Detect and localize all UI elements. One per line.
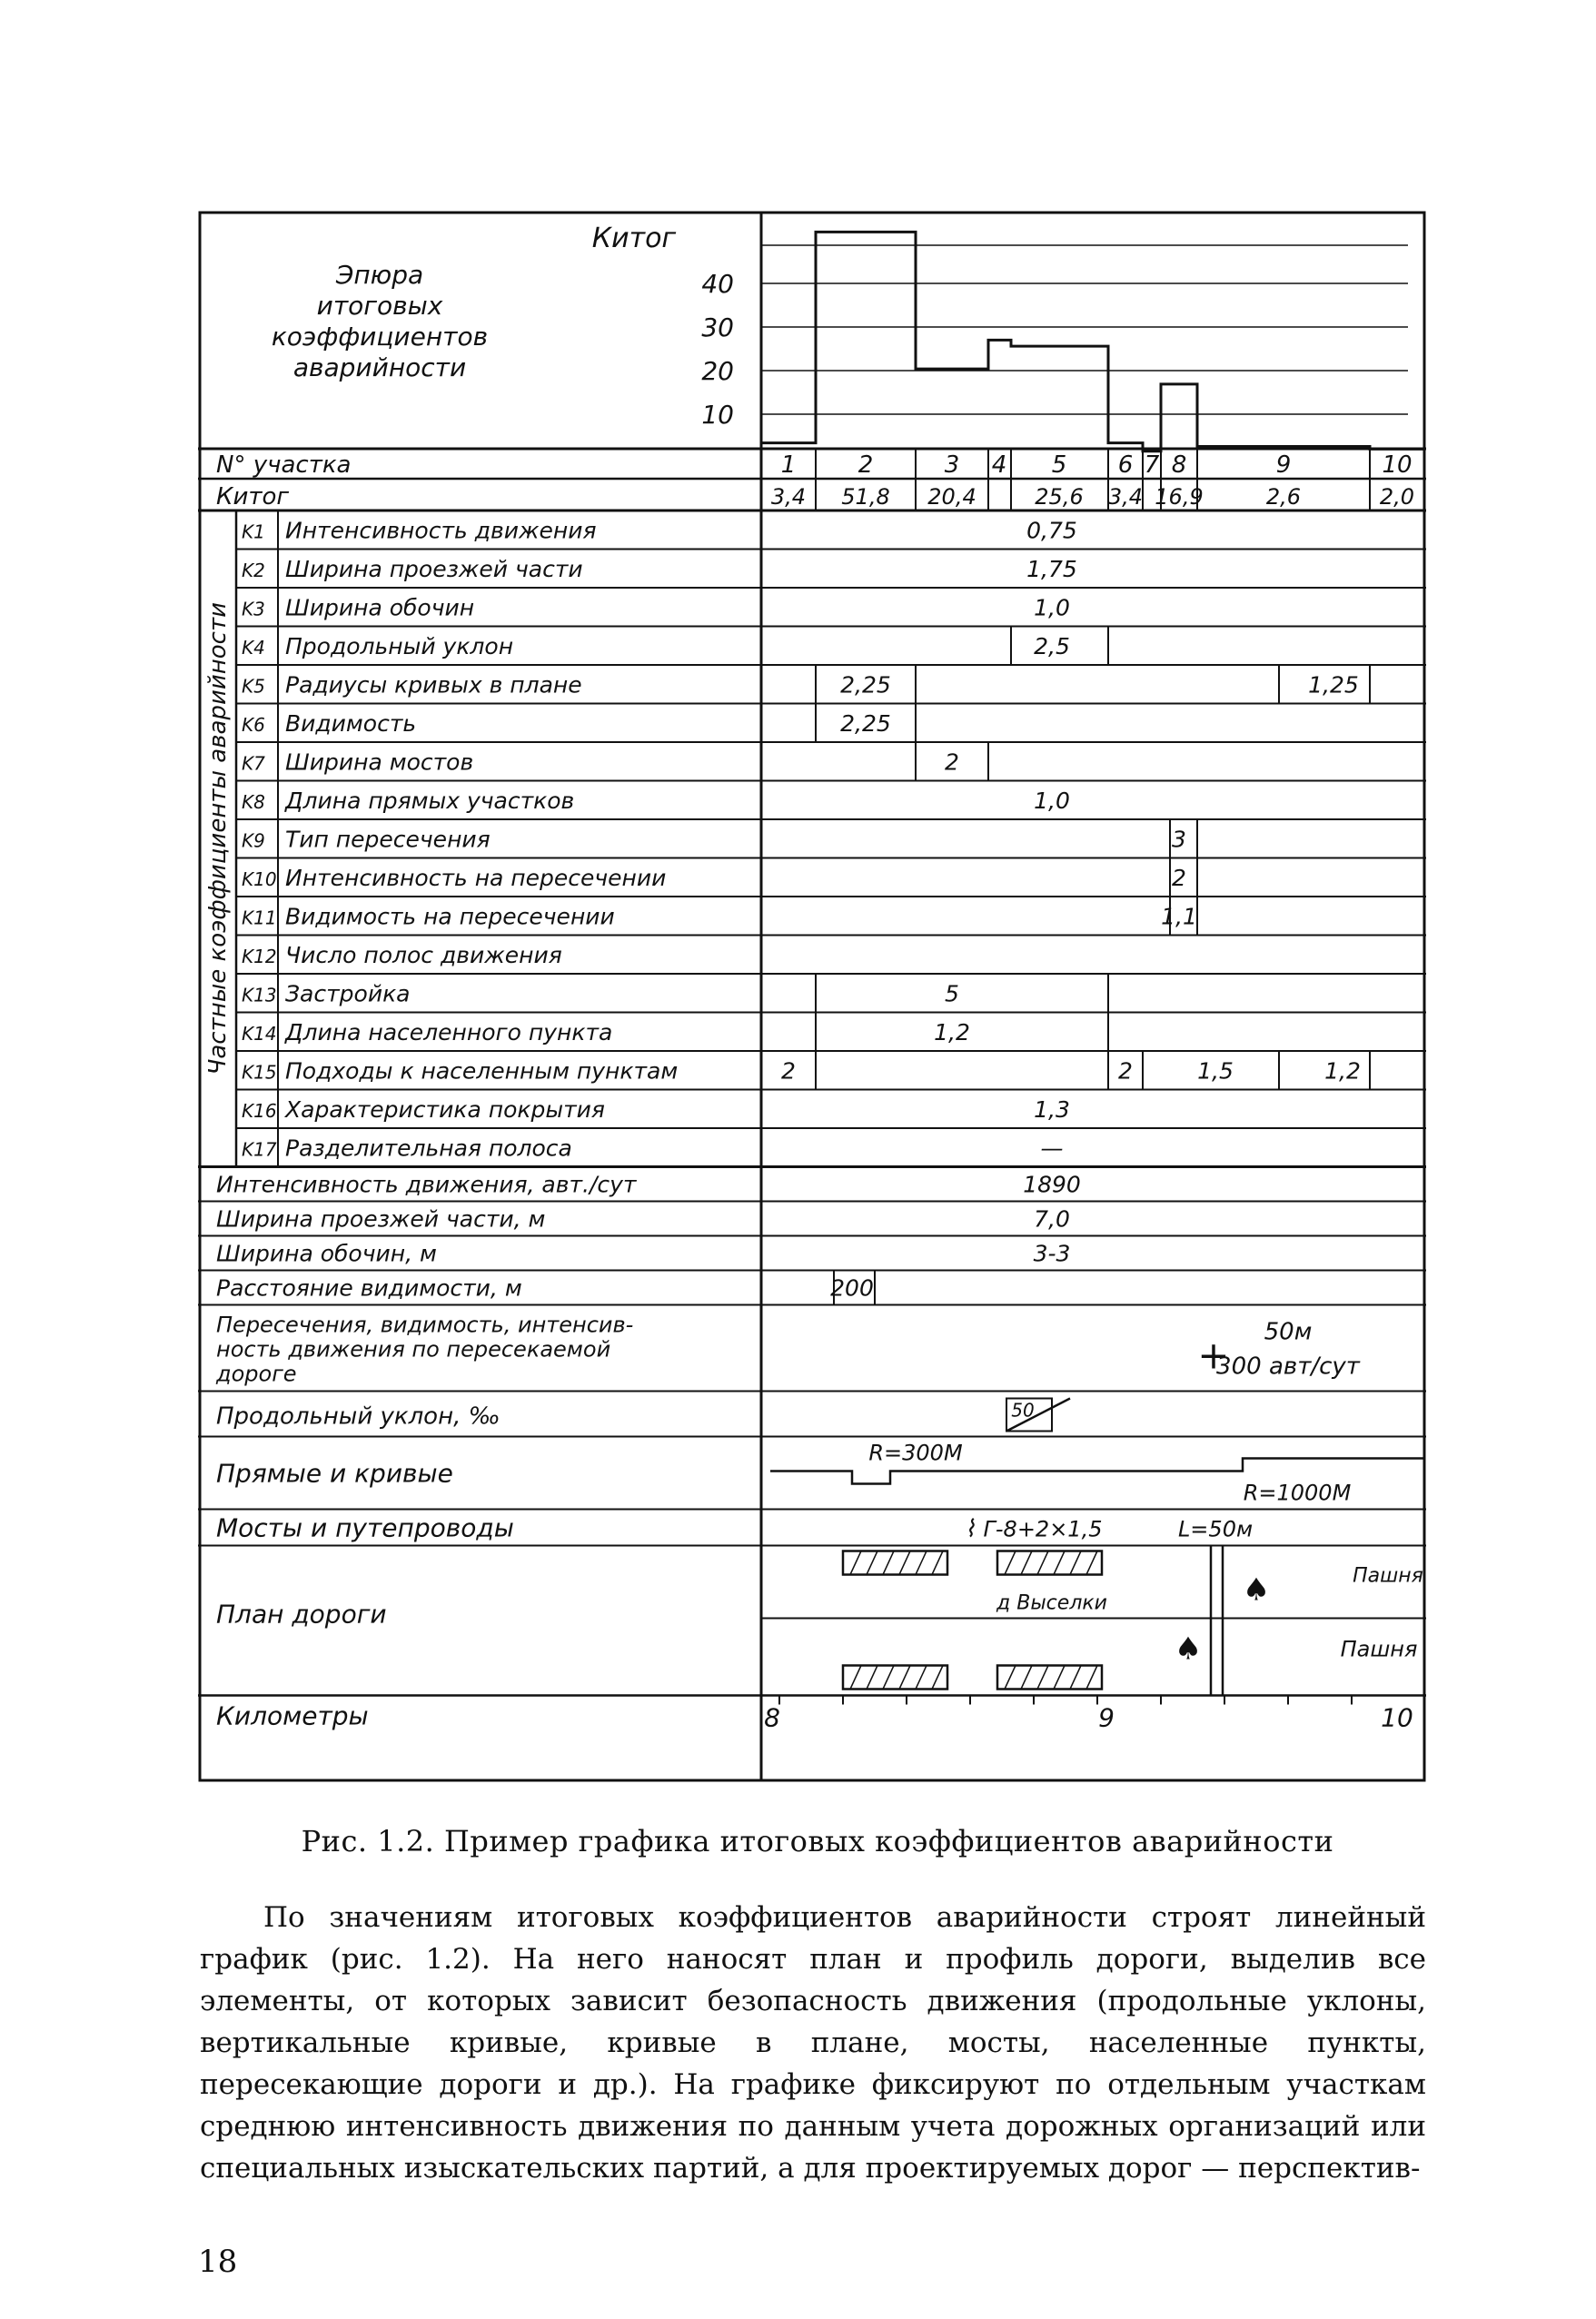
building-block	[997, 1551, 1102, 1575]
info-row-label: Интенсивность движения, авт./сут	[216, 1171, 637, 1198]
section-number: 7	[1144, 451, 1160, 479]
y-tick-label: 10	[701, 400, 734, 430]
km-value: 8	[764, 1702, 780, 1733]
coefficient-value: 1,2	[1324, 1057, 1361, 1085]
epure-title-line: итоговых	[316, 291, 443, 321]
intersection-plus-sign: +	[1197, 1333, 1230, 1378]
coefficient-value: 2,5	[1034, 633, 1070, 659]
hatch-line	[1021, 1551, 1032, 1575]
epure-title-line: Эпюра	[335, 260, 424, 290]
building-block	[997, 1666, 1102, 1690]
coefficient-index: K5	[242, 675, 265, 698]
coefficient-value: 1,75	[1026, 556, 1077, 582]
hatch-line	[850, 1666, 861, 1690]
k-itog-value: 16,9	[1155, 484, 1204, 510]
section-number: 5	[1051, 451, 1067, 479]
hatch-line	[850, 1551, 861, 1575]
coefficient-name: Продольный уклон	[285, 633, 514, 659]
info-row-label: Расстояние видимости, м	[216, 1274, 522, 1302]
k-itog-value: 3,4	[770, 484, 807, 510]
coefficient-name: Видимость	[285, 710, 417, 737]
coefficient-index: K10	[242, 868, 277, 890]
partial-coefficients-group-label: Частные коэффициенты аварийности	[204, 602, 232, 1075]
coefficient-index: K15	[242, 1061, 277, 1084]
page-number: 18	[198, 2244, 238, 2280]
plan-label: План дороги	[216, 1599, 387, 1630]
hatch-line	[883, 1551, 894, 1575]
coefficient-value: 2	[1172, 865, 1186, 891]
coefficient-index: K6	[242, 714, 265, 736]
hatch-line	[1037, 1666, 1048, 1690]
coefficient-name: Тип пересечения	[285, 826, 491, 853]
section-number: 10	[1382, 451, 1413, 479]
section-row-label: N° участка	[216, 451, 352, 479]
y-tick-label: 20	[701, 356, 734, 386]
curves-label: Прямые и кривые	[216, 1458, 453, 1489]
km-label: Километры	[216, 1700, 369, 1731]
paragraph-text: По значениям итоговых коэффициентов аварийности строят линейный график (рис. 1.2). На него наносят план и профиль дороги, выделив все элементы, от которых зависит безопасность движения (продольные уклоны, вертикальные кривые, кривые в плане, мосты, населенные пункты, пересекающие дороги и др.). На графике фиксируют по отдельным участкам среднюю интенсивность движения по данным учета дорожных организаций или специальных изыскательских партий, а для проектируемых дорог — перспектив-	[200, 1901, 1426, 2185]
field-label: Пашня	[1340, 1636, 1418, 1662]
tree-icon: ♠	[1242, 1571, 1271, 1609]
section-number: 8	[1171, 451, 1187, 479]
coefficient-value: 1,0	[1034, 788, 1070, 814]
coefficient-index: K7	[242, 752, 265, 775]
coefficient-value: 2	[945, 748, 959, 776]
coefficient-name: Интенсивность на пересечении	[285, 865, 667, 891]
building-block	[843, 1551, 947, 1575]
figure-drawing	[198, 211, 1426, 1782]
village-label: д Выселки	[996, 1591, 1107, 1615]
km-value: 9	[1098, 1702, 1115, 1733]
k-itog-row-label: Китог	[216, 483, 290, 510]
coefficient-index: K16	[242, 1100, 277, 1122]
hatch-line	[1005, 1551, 1016, 1575]
coefficient-index: K8	[242, 791, 265, 813]
coefficient-value: —	[1040, 1135, 1064, 1162]
coefficient-index: K2	[242, 560, 265, 581]
section-number: 1	[780, 451, 797, 479]
bridge-value: Г-8+2×1,5	[983, 1516, 1103, 1542]
bridge-length: L=50м	[1177, 1516, 1254, 1542]
coefficient-value: 1,25	[1308, 671, 1359, 699]
coefficient-name: Застройка	[285, 980, 411, 1007]
coefficient-value: 1,5	[1197, 1057, 1234, 1085]
k-itog-value: 25,6	[1035, 484, 1084, 510]
coefficient-name: Длина населенного пункта	[285, 1019, 613, 1046]
section-number: 4	[991, 451, 1007, 479]
hatch-line	[1070, 1666, 1081, 1690]
coefficient-index: K14	[242, 1023, 277, 1045]
coefficient-value: 2,25	[840, 671, 891, 699]
coefficient-value: 2	[781, 1057, 796, 1085]
y-tick-label: 40	[701, 269, 734, 299]
section-number: 6	[1117, 451, 1134, 479]
coefficient-name: Длина прямых участков	[285, 788, 575, 814]
accident-coefficient-figure	[198, 211, 1426, 1782]
k-itog-value: 2,6	[1265, 484, 1302, 510]
field-label: Пашня	[1353, 1564, 1423, 1588]
hatch-line	[1005, 1666, 1016, 1690]
k-itog-axis-label: Китог	[591, 223, 677, 254]
hatch-line	[1021, 1666, 1032, 1690]
hatch-line	[1086, 1666, 1097, 1690]
coefficient-index: K17	[242, 1138, 277, 1161]
k-itog-value: 51,8	[841, 484, 890, 510]
building-block	[843, 1666, 947, 1690]
km-value: 10	[1381, 1702, 1413, 1733]
coefficient-value: 3	[1172, 826, 1186, 853]
intersection-label-line: Пересечения, видимость, интенсив-	[216, 1312, 634, 1338]
hatch-line	[899, 1551, 910, 1575]
coefficient-name: Интенсивность движения	[285, 517, 597, 544]
section-number: 2	[857, 451, 874, 479]
intersection-label-line: ность движения по пересекаемой	[216, 1336, 611, 1363]
hatch-line	[916, 1551, 927, 1575]
intersection-label-line: дороге	[216, 1361, 297, 1387]
k-itog-epure-line	[761, 232, 1424, 451]
intersection-distance: 50м	[1264, 1318, 1313, 1346]
coefficient-name: Ширина проезжей части	[285, 556, 583, 582]
k-itog-value: 2,0	[1379, 484, 1415, 510]
info-row-value: 1890	[1023, 1171, 1081, 1198]
coefficient-index: K9	[242, 829, 265, 852]
info-row-value: 7,0	[1034, 1205, 1070, 1233]
coefficient-value: 2	[1118, 1057, 1133, 1085]
hatch-line	[932, 1666, 943, 1690]
figure-caption: Рис. 1.2. Пример графика итоговых коэффициентов аварийности	[301, 1824, 1334, 1858]
hatch-line	[867, 1666, 877, 1690]
curve-radius-label: R=300М	[868, 1440, 963, 1466]
info-row-value: 200	[830, 1274, 874, 1302]
info-row-label: Ширина обочин, м	[216, 1240, 437, 1267]
slope-value: 50	[1011, 1399, 1035, 1422]
coefficient-index: K1	[242, 520, 265, 543]
coefficient-name: Подходы к населенным пунктам	[285, 1057, 679, 1085]
bridge-icon: ⌇	[964, 1515, 976, 1543]
coefficient-index: K4	[242, 637, 265, 659]
y-tick-label: 30	[701, 312, 734, 342]
coefficient-index: K3	[242, 598, 265, 620]
info-row-value: 3-3	[1033, 1240, 1071, 1267]
hatch-line	[1086, 1551, 1097, 1575]
epure-title-line: аварийности	[292, 352, 467, 382]
coefficient-value: 0,75	[1026, 517, 1077, 544]
intersection-volume: 300 авт/сут	[1216, 1353, 1360, 1381]
coefficient-name: Ширина мостов	[285, 748, 474, 776]
hatch-line	[1037, 1551, 1048, 1575]
coefficient-value: 1,0	[1034, 594, 1070, 621]
hatch-line	[1054, 1551, 1065, 1575]
coefficient-name: Характеристика покрытия	[285, 1096, 605, 1123]
info-row-label: Ширина проезжей части, м	[216, 1205, 546, 1233]
hatch-line	[916, 1666, 927, 1690]
coefficient-name: Радиусы кривых в плане	[285, 671, 582, 699]
section-number: 3	[944, 451, 960, 479]
coefficient-index: K12	[242, 946, 277, 967]
hatch-line	[899, 1666, 910, 1690]
curve-radius-label: R=1000М	[1243, 1480, 1352, 1506]
hatch-line	[883, 1666, 894, 1690]
epure-title-line: коэффициентов	[271, 322, 489, 352]
hatch-line	[932, 1551, 943, 1575]
slope-label: Продольный уклон, ‰	[216, 1402, 501, 1431]
hatch-line	[867, 1551, 877, 1575]
coefficient-value: 1,1	[1161, 903, 1197, 930]
hatch-line	[1070, 1551, 1081, 1575]
coefficient-index: K11	[242, 907, 277, 929]
coefficient-name: Разделительная полоса	[285, 1135, 572, 1162]
hatch-line	[1054, 1666, 1065, 1690]
coefficient-name: Видимость на пересечении	[285, 903, 615, 930]
coefficient-value: 1,3	[1034, 1096, 1070, 1123]
k-itog-value: 3,4	[1107, 484, 1144, 510]
coefficient-name: Ширина обочин	[285, 594, 475, 621]
tree-icon: ♠	[1174, 1630, 1203, 1668]
coefficient-value: 5	[945, 980, 959, 1007]
body-paragraph	[200, 1897, 1426, 2189]
coefficient-value: 2,25	[840, 710, 891, 737]
bridges-label: Мосты и путепроводы	[216, 1512, 514, 1543]
k-itog-value: 20,4	[927, 484, 976, 510]
coefficient-name: Число полос движения	[285, 942, 562, 968]
coefficient-value: 1,2	[934, 1019, 970, 1046]
coefficient-index: K13	[242, 984, 277, 1006]
section-number: 9	[1275, 451, 1292, 479]
